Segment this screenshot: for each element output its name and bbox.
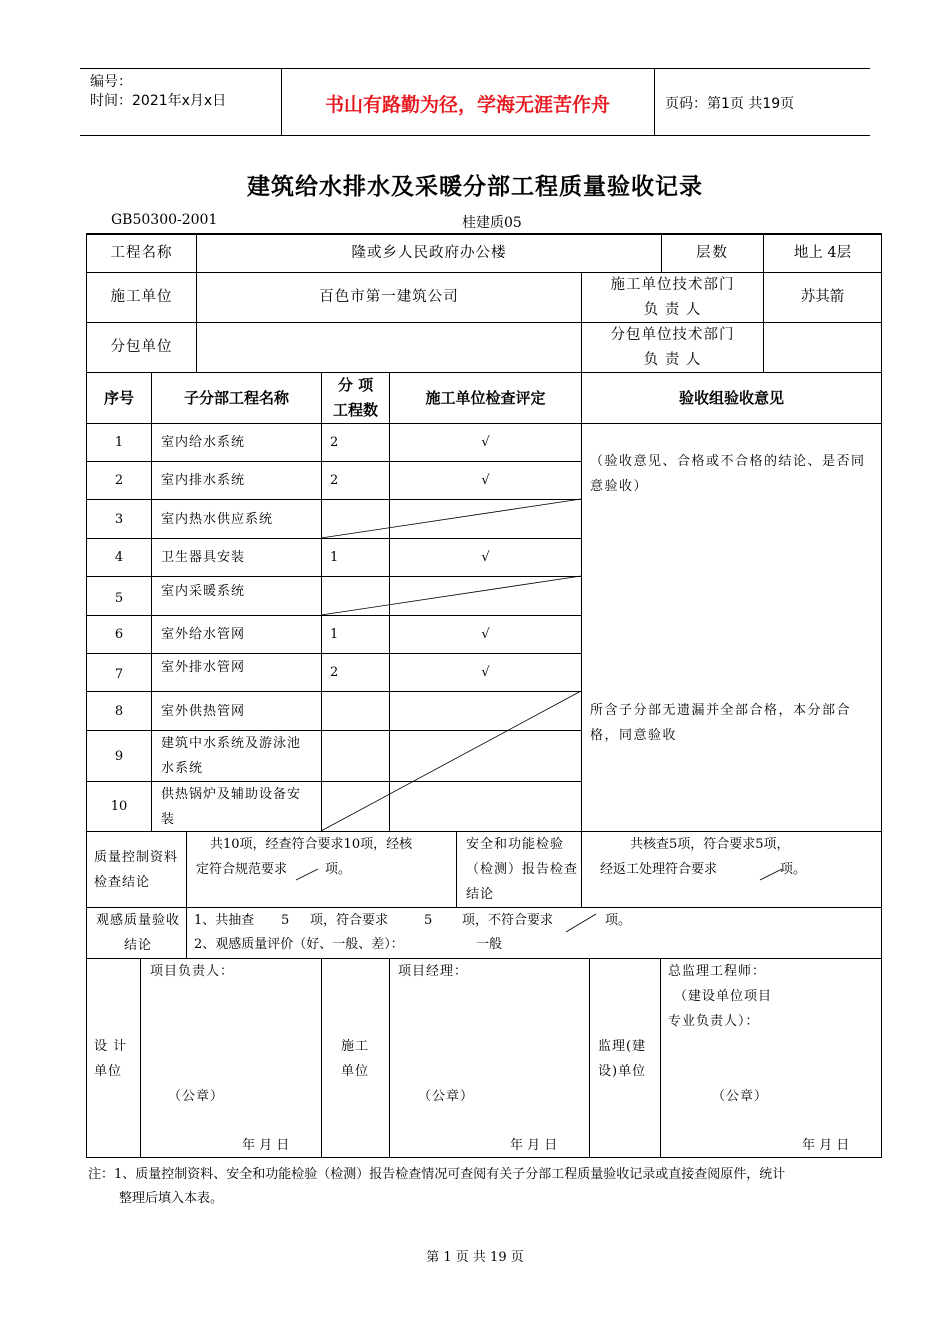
opinion-hint: （验收意见、合格或不合格的结论、是否同意验收） (590, 454, 866, 494)
row-count: 2 (330, 665, 339, 680)
design-date: 年 月 日 (242, 1138, 290, 1153)
owner-head-line1: （建设单位项目 (674, 989, 773, 1004)
col-header-no: 序号 (103, 388, 134, 407)
row-no: 5 (114, 590, 124, 606)
row-name: 供热锅炉及辅助设备安装 (161, 786, 302, 827)
row-no: 7 (114, 667, 124, 682)
chief-engineer-label: 总监理工程师： (668, 964, 767, 979)
note-line-2: 整理后填入本表。 (119, 1191, 224, 1206)
safety-label: 安全和功能检验（检测）报告检查结论 (466, 837, 579, 902)
sub-tech-head-label (582, 323, 763, 372)
doc-code-label: 编号： (90, 74, 132, 90)
supervision-date: 年 月 日 (802, 1138, 850, 1153)
check-mark: √ (481, 627, 490, 642)
row-name: 室内给水系统 (161, 435, 246, 450)
tech-head-label (582, 273, 763, 322)
quality-label: 质量控制资料检查结论 (94, 850, 179, 890)
check-mark: √ (481, 550, 490, 565)
row-name: 建筑中水系统及游泳池水系统 (161, 736, 302, 776)
doc-time-label: 时间：2021年x月x日 (90, 93, 227, 109)
row-name: 室内热水供应系统 (161, 511, 274, 527)
safety-text-2: 经返工处理符合要求 (600, 862, 718, 877)
check-mark: √ (481, 473, 490, 488)
col-header-count-line2: 工程数 (332, 401, 378, 419)
perception-line2-a: 2、观感质量评价（好、一般、差）： (194, 937, 404, 952)
design-unit-label: 设 计 单位 (94, 1039, 128, 1079)
document-title: 建筑给水排水及采暖分部工程质量验收记录 (247, 174, 703, 200)
row-name: 卫生器具安装 (161, 550, 246, 565)
sub-tech-head-label-line2: 负 责 人 (643, 351, 702, 368)
form-code: 桂建质05 (462, 215, 522, 231)
perception-line2-b: 一般 (476, 937, 503, 952)
design-head-label: 项目负责人： (150, 964, 235, 979)
tech-head-value: 苏其箭 (800, 289, 845, 305)
motto-text: 书山有路勤为径，学海无涯苦作舟 (324, 94, 610, 116)
perception-line1-e: 项，不符合要求 (462, 913, 554, 928)
perception-line1-a: 1、共抽查 (194, 913, 255, 928)
row-name: 室内排水系统 (161, 473, 246, 488)
construction-date: 年 月 日 (510, 1138, 558, 1153)
perception-line1-b: 5 (281, 913, 290, 928)
perception-line1-c: 项，符合要求 (310, 913, 389, 928)
check-mark: √ (481, 435, 490, 450)
construction-seal: （公章） (418, 1089, 475, 1104)
contractor-value: 百色市第一建筑公司 (319, 289, 459, 305)
opinion-text: 所含子分部无遗漏并全部合格，本分部合格，同意验收 (590, 703, 852, 743)
perception-line1-d: 5 (424, 913, 433, 928)
col-header-name: 子分部工程名称 (183, 388, 289, 407)
page-info: 页码：第1页 共19页 (665, 96, 795, 112)
check-mark: √ (481, 665, 490, 680)
row-count: 1 (330, 627, 339, 642)
project-name-label: 工程名称 (110, 245, 173, 261)
construction-unit-label: 施工单位 (341, 1039, 370, 1079)
row-name: 室外供热管网 (161, 703, 246, 719)
floors-label: 层数 (696, 245, 729, 261)
sub-tech-head-label-line1: 分包单位技术部门 (610, 326, 735, 343)
row-no: 9 (114, 748, 124, 764)
col-header-count (322, 373, 389, 423)
row-no: 10 (110, 799, 128, 814)
standard-code: GB50300-2001 (111, 212, 218, 228)
row-count: 2 (330, 435, 339, 450)
perception-line1-f: 项。 (605, 913, 632, 928)
row-no: 6 (114, 627, 124, 642)
design-seal: （公章） (168, 1089, 225, 1104)
safety-text-3: 项。 (780, 862, 807, 877)
tech-head-label-line2: 负 责 人 (643, 301, 702, 318)
perception-label: 观感质量验收结论 (95, 913, 180, 953)
contractor-label: 施工单位 (110, 289, 173, 305)
row-no: 2 (114, 473, 124, 488)
safety-text-1: 共核查5项，符合要求5项， (630, 837, 790, 852)
row-count: 2 (330, 473, 339, 488)
col-header-eval: 施工单位检查评定 (425, 388, 546, 407)
supervision-unit-label: 监理(建设)单位 (598, 1039, 647, 1079)
note-line-1: 注：1、质量控制资料、安全和功能检验（检测）报告检查情况可查阅有关子分部工程质量验收记录或直接查阅原件，统计 (88, 1167, 786, 1182)
col-header-opinion: 验收组验收意见 (678, 388, 784, 407)
project-name-value: 隆或乡人民政府办公楼 (351, 245, 507, 261)
row-no: 1 (114, 435, 124, 450)
project-manager-label: 项目经理： (398, 964, 469, 979)
col-header-count-line1: 分 项 (337, 376, 374, 394)
row-count: 1 (330, 550, 339, 565)
row-no: 4 (114, 550, 124, 565)
quality-text-2: 定符合规范要求 (196, 862, 288, 877)
tech-head-label-line1: 施工单位技术部门 (610, 276, 735, 293)
row-name: 室外给水管网 (161, 627, 246, 642)
quality-text-1: 共10项，经查符合要求10项，经核 (210, 837, 413, 852)
row-no: 8 (114, 703, 124, 719)
quality-text-3: 项。 (325, 862, 352, 877)
subcontractor-label: 分包单位 (110, 339, 173, 355)
supervision-seal: （公章） (712, 1089, 769, 1104)
floors-value: 地上 4层 (793, 245, 852, 261)
row-name: 室外排水管网 (161, 660, 246, 675)
owner-head-line2: 专业负责人）： (668, 1014, 760, 1029)
row-name: 室内采暖系统 (161, 583, 246, 599)
row-no: 3 (114, 511, 124, 527)
footer-page: 第 1 页 共 19 页 (426, 1250, 524, 1265)
